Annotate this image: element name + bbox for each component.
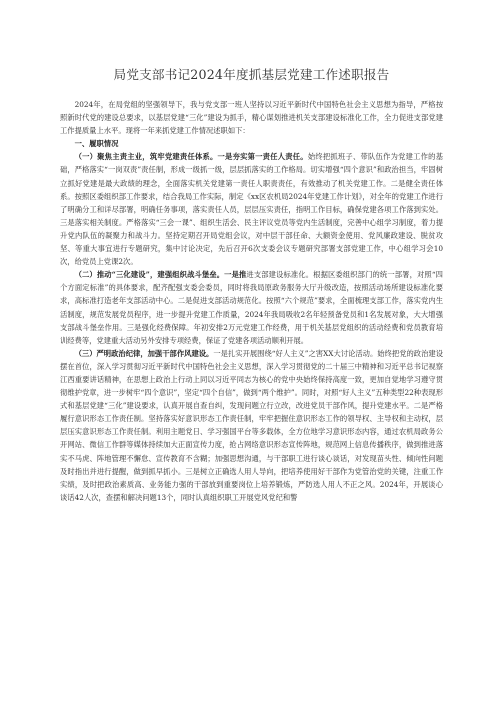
paragraph-body: 一是扎实开展围绕“好人主义”之害XX大讨论活动。始终把党的政治建设摆在首位，深入学习贯彻习近平新时代中国特色社会主义思想，深入学习贯彻党的二十届三中精神和习近平总书记视察江西重要讲话精神，在思想上政治上行动上同以习近平同志为核心的党中央始终保持高度一致，更加自觉地学习遵守贯彻维护党章，进一步树牢“四个意识”，坚定“四个自信”，做到“两个维护”。同时，对照“好人主义”五种类型22种表现形式和基层党建“三化”建设要求，认真开展自查自纠，发现问题立行立改，改进党员干部作风，提升党建水平。二是严格履行意识形态工作责任制。坚持落实好意识形态工作责任制，牢牢把握住意识形态工作的领导权、主导权和主动权，层层压实意识形态工作责任制。利用主题党日、学习强国平台等多载体，全方位地学习意识形态内容，通过农机局政务公开网站、微信工作群等媒体持续加大正面宣传力度，抢占网络意识形态宣传阵地，规范网上信息传播秩序，做到推进落实不马虎、阵地管理不懈怠、宣传教育不含糊；加强思想沟通，与干部职工进行谈心谈话，对发现苗头性、倾向性问题及时指出并进行提醒，做到抓早抓小。三是树立正确选人用人导向，把培养使用好干部作为党管治党的关键，注重工作实绩，及时把政治素质高、业务能力强的干部放到重要岗位上培养锻炼，严防选人用人不正之风。2024年，开展谈心谈话42人次，查摆和解决问题13个，同时认真组织职工开展党风党纪和警: [60, 348, 444, 502]
paragraph-body: 进支部建设标准化。根据区委组织部门的统一部署，对照“四个方面定标准”的具体要求，配齐配强支委会委员，同时将我局原政务服务大厅升级改造，按照活动场所建设标准化要求，高标准打造老年支部活动中心。二是促进支部活动规范化。按照“六个规范”要求，全面梳理支部工作，落实党内生活制度，规范发展党员程序，进一步提升党建工作质量，2024年我局吸收2名年轻预备党员和1名发展对象，大大增强支部战斗堡垒作用。三是强化经费保障。年初安排2万元党建工作经费，用于机关基层党组织的活动经费和党员教育培训经费等，党建重大活动另外安排专项经费，保证了党建各项活动顺利开展。: [60, 270, 443, 345]
paragraph-three-standardization: [60, 268, 443, 347]
section-heading-performance: 一、履职情况: [74, 139, 119, 149]
paragraph-lead: （二）推动“三化建设”，建强组织战斗堡垒。一是推: [74, 270, 247, 280]
paragraph-body: 始终把抓班子、带队伍作为党建工作的基础，严格落实“一岗双责”责任制，形成一级抓一级，层层抓落实的工作格局。切实增强“四个意识”和政治担当，牢固树立抓好党建是最大政绩的理念，全面落实机关党建第一责任人职责责任，有效推动了机关党建工作。二是健全责任体系。按照区委组织部工作要求，结合我局工作实际，制定《xx区农机局2024年党建工作计划》，对全年的党建工作进行了明确分工和详尽部署，明确任务事项，落实责任人员，层层压实责任，指明工作目标，确保党建各项工作落到实处。三是落实相关制度。严格落实“三会一课”、组织生活会、民主评议党员等党内生活制度，完善中心组学习制度，着力提升党内队伍的凝聚力和战斗力。坚持定期召开局党组会议，对中层干部任命、大额资金使用、党风廉政建设、脱贫攻坚、等重大事宜进行专题研究，集中讨论决定，先后召开6次支委会议专题研究部署支部党建工作，中心组学习会10次，给党员上党课2次。: [60, 152, 444, 267]
paragraph-lead: （一）聚焦主责主业，筑牢党建责任体系。一是夯实第一责任人责任。: [74, 152, 308, 162]
paragraph-responsibility: [60, 150, 443, 268]
paragraph-discipline: [60, 347, 443, 504]
paragraph-lead: （三）严明政治纪律，加强干部作风建设。: [74, 348, 214, 358]
intro-paragraph: 2024年，在局党组的坚强领导下，我与党支部一班人坚持以习近平新时代中国特色社会主义思想为指导，严格按照新时代党的建设总要求，以基层党建“三化”建设为抓手，精心谋划推进机关支部建设标准化工作，全力促进支部党建工作提质量上水平。现将一年来抓党建工作情况述职如下：: [60, 100, 443, 136]
document-title: 局党支部书记2024年度抓基层党建工作述职报告: [113, 67, 390, 82]
